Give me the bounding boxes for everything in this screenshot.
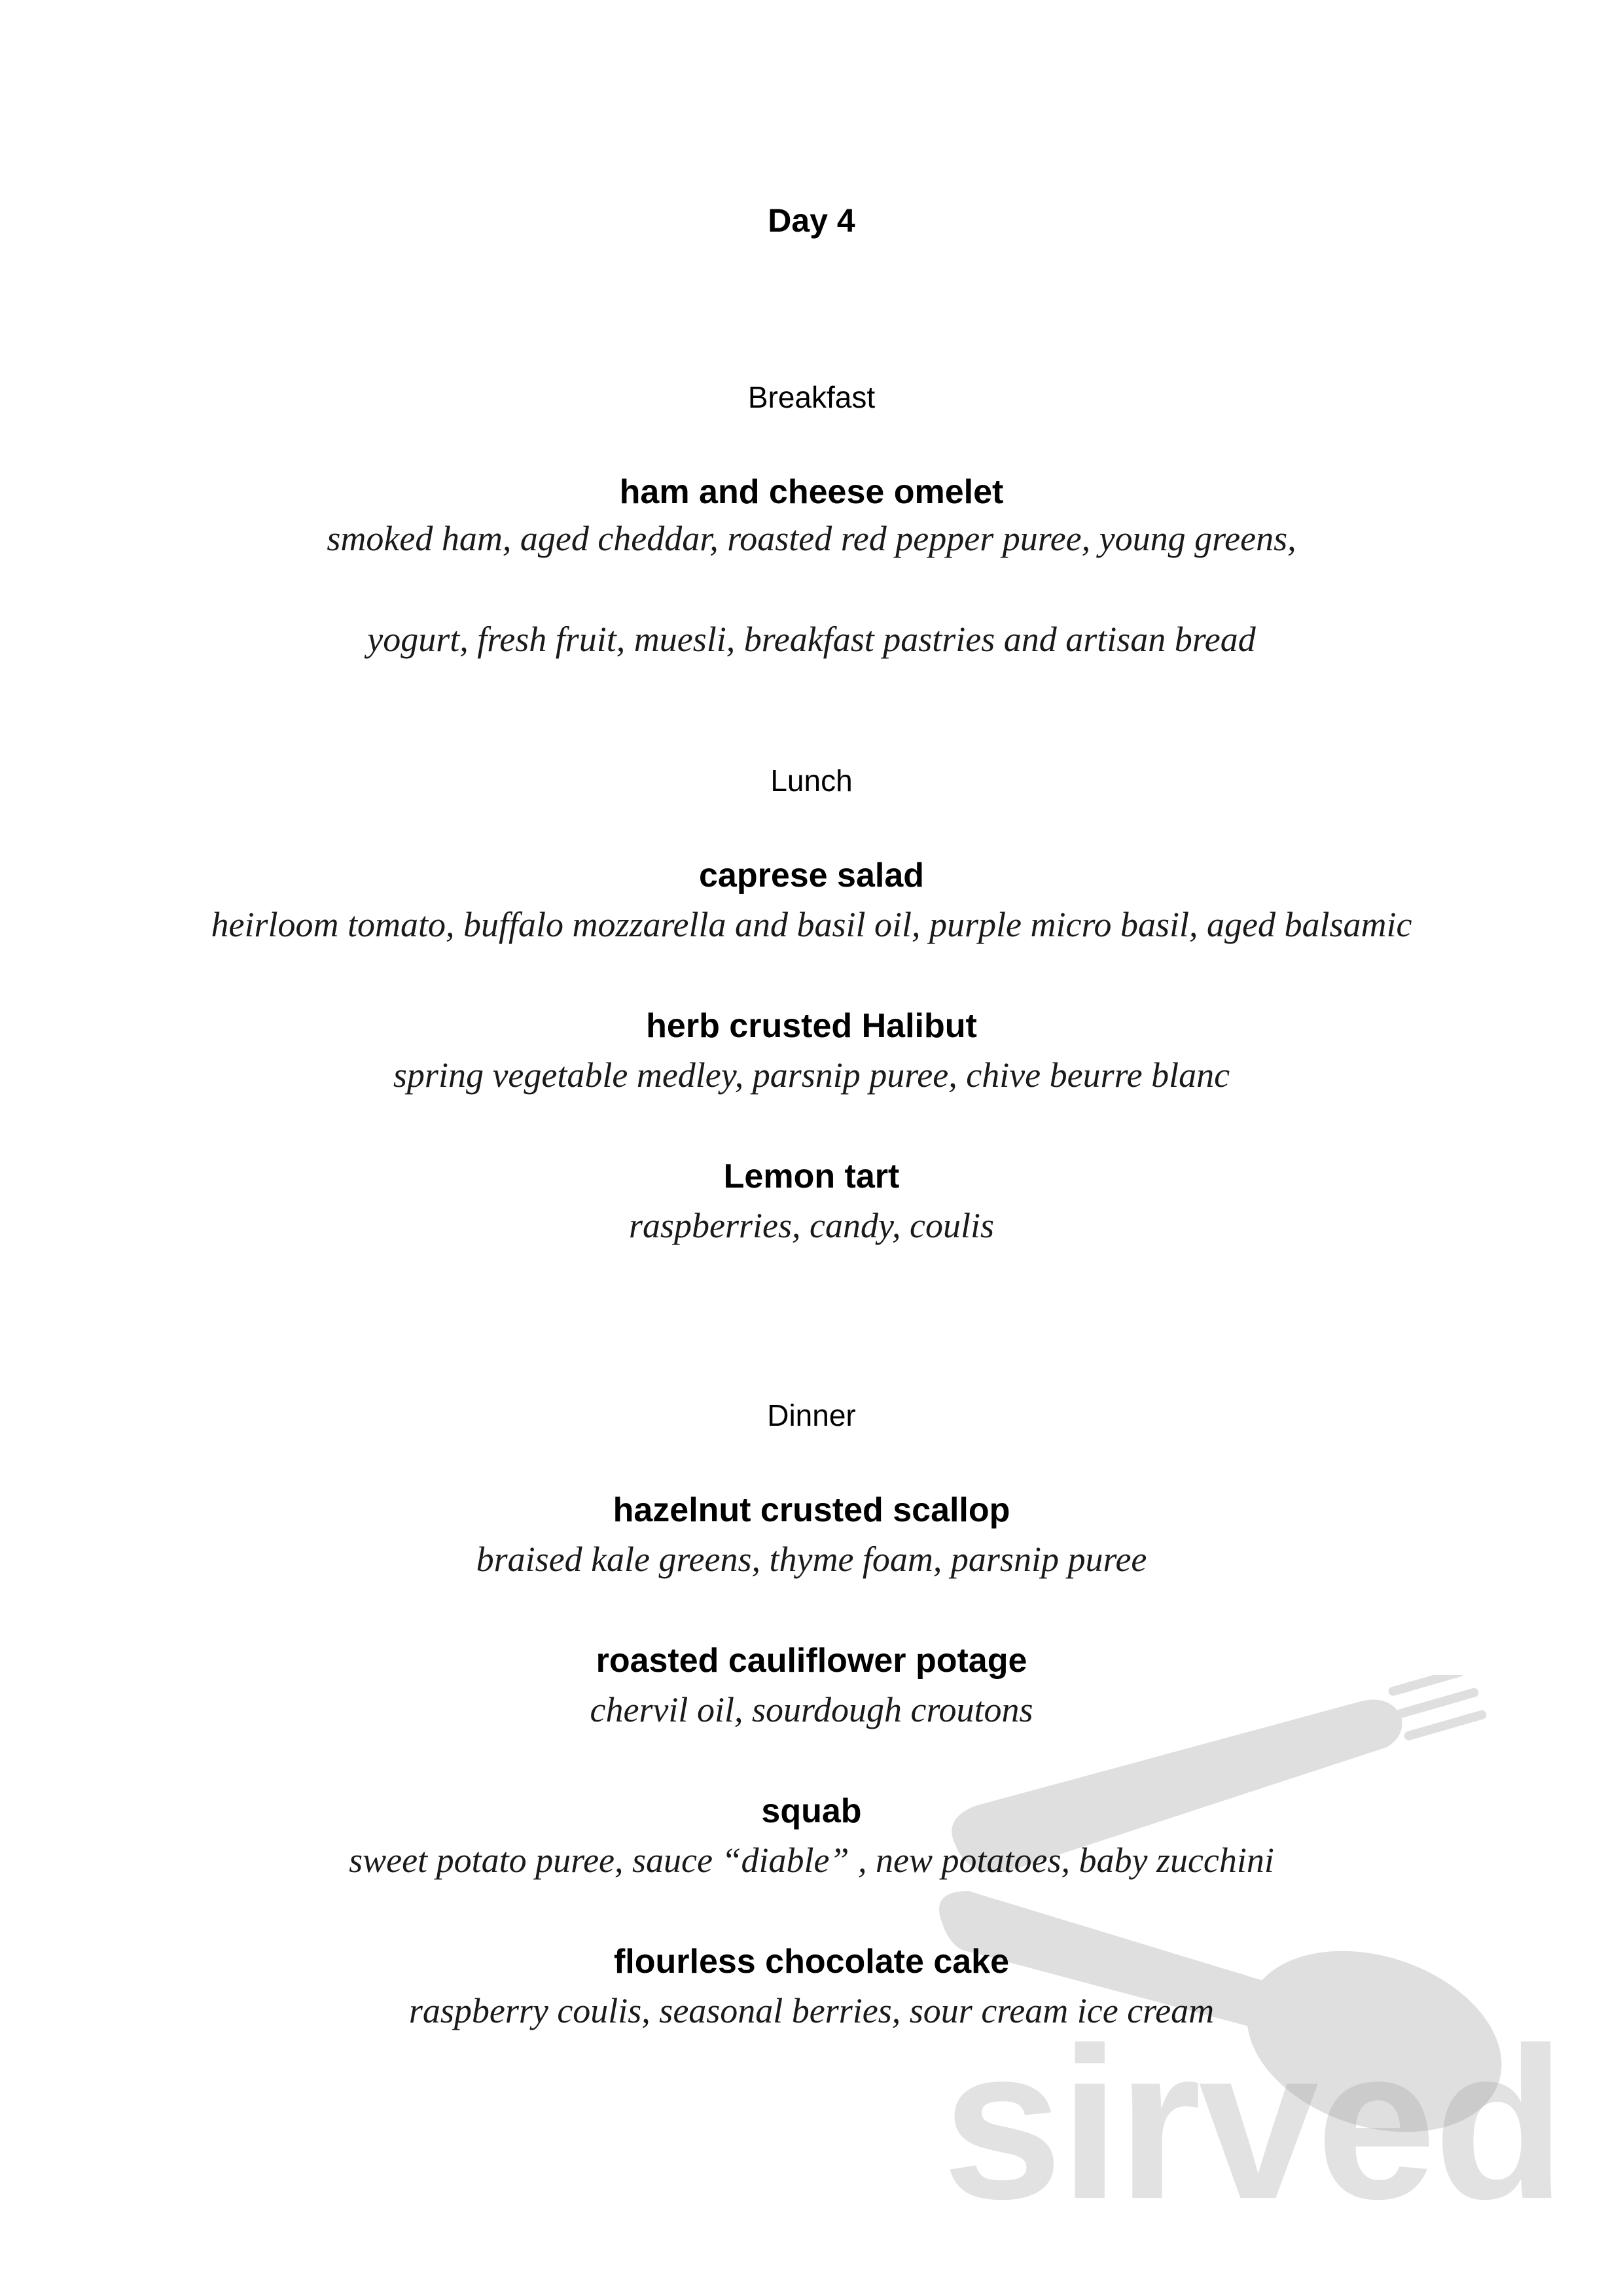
- dish-description: smoked ham, aged cheddar, roasted red pepper puree, young greens,: [327, 519, 1296, 558]
- dish-name: roasted cauliflower potage: [596, 1642, 1027, 1680]
- dish-description: heirloom tomato, buffalo mozzarella and basil oil, purple micro basil, aged balsamic: [211, 905, 1412, 944]
- dish-name: ham and cheese omelet: [619, 473, 1004, 511]
- dish-name: hazelnut crusted scallop: [613, 1491, 1010, 1529]
- day-title: Day 4: [768, 202, 855, 239]
- breakfast-section-title: Breakfast: [747, 380, 876, 414]
- dish-name: squab: [761, 1792, 862, 1830]
- dish-name: Lemon tart: [723, 1157, 900, 1195]
- dish-description: spring vegetable medley, parsnip puree, chive beurre blanc: [393, 1055, 1230, 1095]
- dish-name: herb crusted Halibut: [646, 1007, 977, 1045]
- dish-description: chervil oil, sourdough croutons: [590, 1690, 1033, 1729]
- dish-name: flourless chocolate cake: [613, 1943, 1010, 1981]
- dish-description: sweet potato puree, sauce “diable” , new potatoes, baby zucchini: [349, 1841, 1274, 1880]
- lunch-section-title: Lunch: [770, 764, 853, 798]
- dish-description: raspberry coulis, seasonal berries, sour cream ice cream: [408, 1991, 1215, 2030]
- dinner-section-title: Dinner: [767, 1398, 856, 1432]
- watermark-text: sirved: [942, 2002, 1563, 2244]
- dish-name: caprese salad: [698, 857, 925, 894]
- dish-description: yogurt, fresh fruit, muesli, breakfast pastries and artisan bread: [367, 620, 1256, 659]
- dish-description: braised kale greens, thyme foam, parsnip puree: [476, 1540, 1147, 1579]
- dish-description: raspberries, candy, coulis: [629, 1206, 994, 1245]
